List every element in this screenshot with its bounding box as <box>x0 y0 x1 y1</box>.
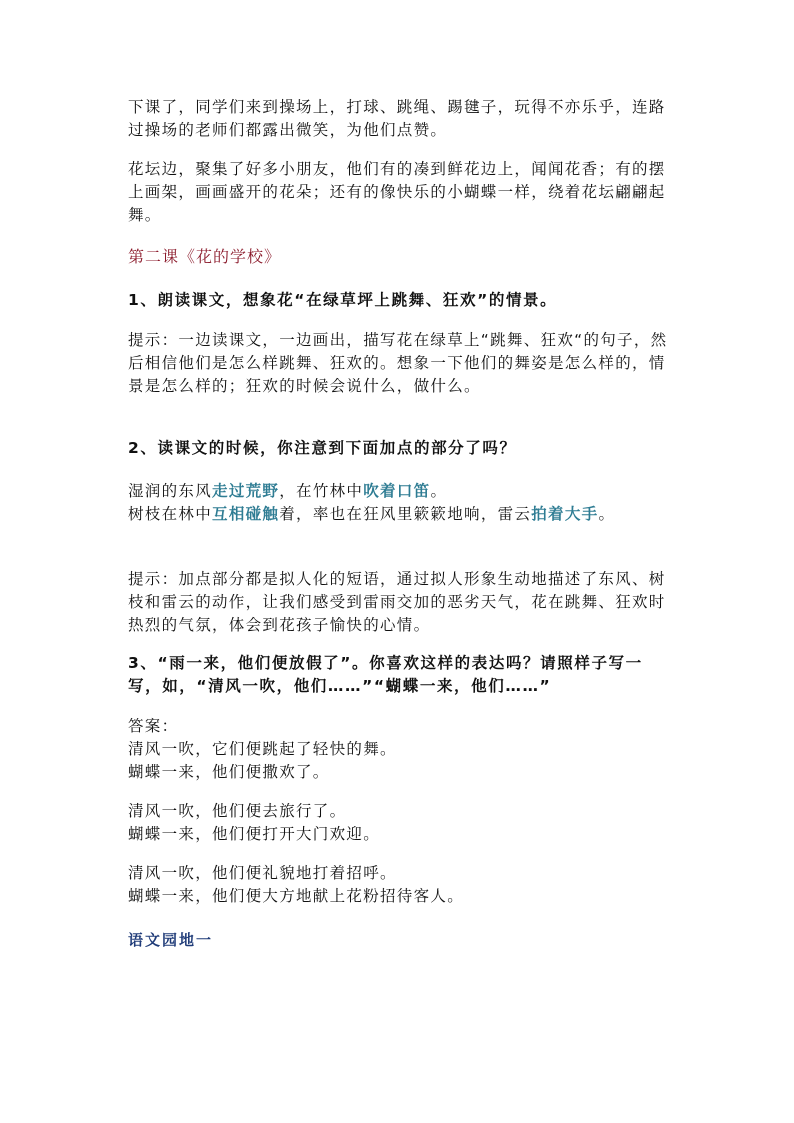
highlight-phrase: 拍着大手 <box>531 505 599 523</box>
answer-line: 蝴蝶一来，他们便大方地献上花粉招待客人。 <box>128 887 465 905</box>
answer-line: 蝴蝶一来，他们便打开大门欢迎。 <box>128 825 381 843</box>
highlight-phrase: 吹着口笛 <box>363 482 431 500</box>
answer-line: 蝴蝶一来，他们便撒欢了。 <box>128 763 330 781</box>
lesson-2-title: 第二课《花的学校》 <box>128 247 282 266</box>
section-title: 语文园地一 <box>128 931 214 949</box>
question-1-hint: 提示：一边读课文，一边画出，描写花在绿草上“跳舞、狂欢“的句子，然后相信他们是怎么样跳舞、狂欢的。想象一下他们的舞姿是怎么样的，情景是怎么样的；狂欢的时候会说什么，做什么。 <box>128 331 668 395</box>
highlight-phrase: 走过荒野 <box>212 482 280 500</box>
answer-label: 答案： <box>128 717 179 735</box>
question-2-hint: 提示：加点部分都是拟人化的短语，通过拟人形象生动地描述了东风、树枝和雷云的动作，让我们感受到雷雨交加的恶劣天气，花在跳舞、狂欢时热烈的气氛，体会到花孩子愉快的心情。 <box>128 570 666 634</box>
paragraph-1: 下课了，同学们来到操场上，打球、跳绳、踢毽子，玩得不亦乐乎，连路过操场的老师们都露出微笑，为他们点赞。 <box>128 98 666 139</box>
example-sentence-2: 树枝在林中互相碰触着，率也在狂风里簌簌地响，雷云拍着大手。 <box>128 505 616 523</box>
question-3: 3、“雨一来，他们便放假了”。你喜欢这样的表达吗？请照样子写一写，如，“清风一吹，他们……”“蝴蝶一来，他们……” <box>128 654 643 695</box>
answer-line: 清风一吹，它们便跳起了轻快的舞。 <box>128 740 397 758</box>
question-1: 1、朗读课文，想象花“在绿草坪上跳舞、狂欢”的情景。 <box>128 291 558 309</box>
answer-line: 清风一吹，他们便礼貌地打着招呼。 <box>128 864 397 882</box>
highlight-phrase: 互相碰触 <box>212 505 280 523</box>
answer-line: 清风一吹，他们便去旅行了。 <box>128 802 347 820</box>
example-sentence-1: 湿润的东风走过荒野，在竹林中吹着口笛。 <box>128 482 448 500</box>
question-2: 2、读课文的时候，你注意到下面加点的部分了吗？ <box>128 439 517 457</box>
paragraph-2: 花坛边，聚集了好多小朋友，他们有的凑到鲜花边上，闻闻花香；有的摆上画架，画画盛开的花朵；还有的像快乐的小蝴蝶一样，绕着花坛翩翩起舞。 <box>128 160 666 224</box>
